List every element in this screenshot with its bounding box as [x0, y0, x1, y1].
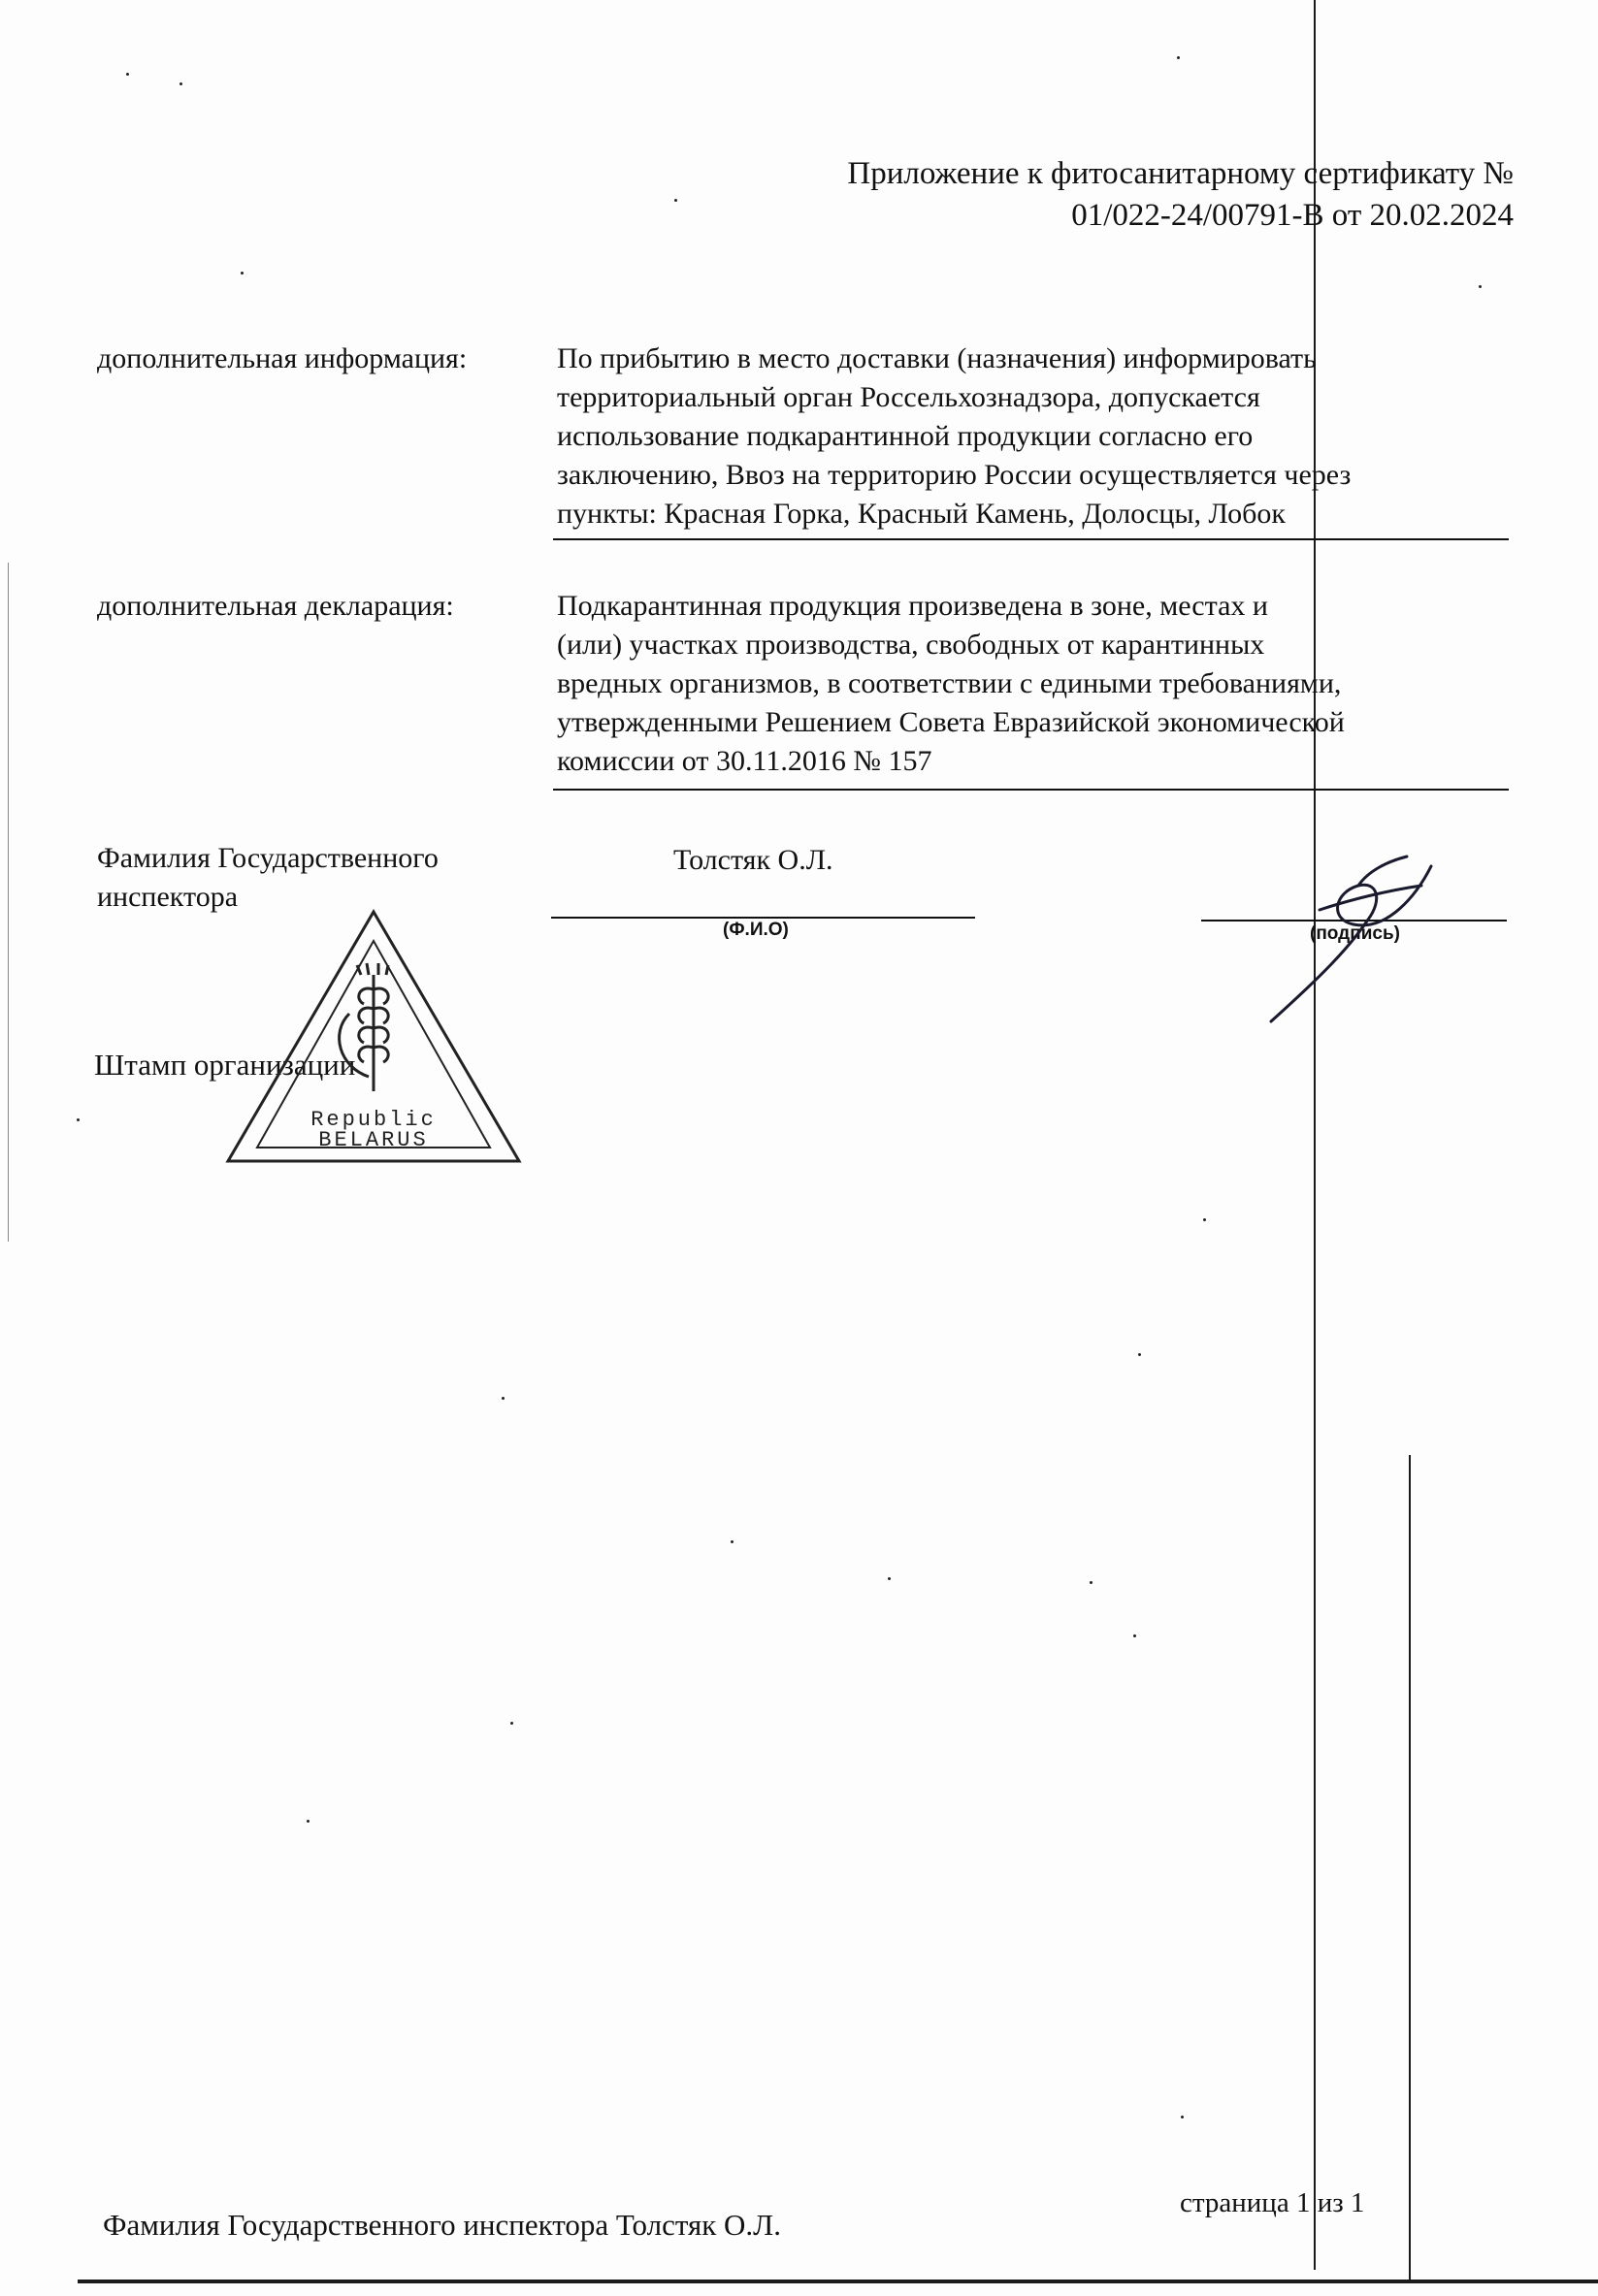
page-number: страница 1 из 1 [1180, 2187, 1365, 2218]
scan-speck [1138, 1353, 1141, 1356]
inspector-name-underline [551, 917, 975, 919]
stamp-text-line-2: BELARUS [318, 1128, 429, 1152]
handwritten-signature [1261, 842, 1455, 1036]
scan-speck [510, 1722, 513, 1725]
inspector-name: Толстяк О.Л. [673, 844, 833, 876]
footer-inspector: Фамилия Государственного инспектора Толстяк О.Л. [103, 2208, 781, 2242]
header-line-1: Приложение к фитосанитарному сертификату № [847, 156, 1514, 191]
stamp-label: Штамп организации [94, 1048, 356, 1082]
additional-declaration-line: Подкарантинная продукция произведена в зоне, местах и [557, 590, 1268, 622]
scan-speck [1090, 1581, 1093, 1584]
additional-info-line: пункты: Красная Горка, Красный Камень, Долосцы, Лобок [557, 498, 1286, 530]
additional-info-underline [553, 538, 1509, 540]
wheat-ear-icon [340, 963, 389, 1091]
additional-declaration-underline [553, 789, 1509, 791]
additional-info-line: По прибытию в место доставки (назначения) информировать [557, 342, 1317, 374]
scan-speck [179, 82, 182, 85]
additional-info-line: использование подкарантинной продукции согласно его [557, 420, 1254, 452]
scan-fold-line-lower [1409, 1455, 1411, 2280]
scan-bottom-edge [78, 2280, 1598, 2283]
additional-declaration-line: утвержденными Решением Совета Евразийской экономической [557, 706, 1345, 738]
scan-speck [502, 1397, 505, 1400]
scan-speck [888, 1577, 891, 1580]
scan-left-edge [8, 563, 9, 1242]
additional-info-label: дополнительная информация: [97, 342, 468, 374]
additional-info-line: заключению, Ввоз на территорию России осуществляется через [557, 459, 1352, 491]
signature-caption: (подпись) [1310, 923, 1400, 944]
additional-info-line: территориальный орган Россельхознадзора, допускается [557, 381, 1260, 413]
certificate-reference [847, 153, 1514, 237]
additional-declaration-line: (или) участках производства, свободных от карантинных [557, 629, 1265, 661]
organization-stamp [223, 907, 524, 1169]
stamp-text-line-1: Republic [310, 1108, 437, 1132]
inspector-label [97, 839, 439, 917]
scan-speck [1181, 2116, 1184, 2118]
scan-speck [126, 73, 129, 76]
inspector-label-line-1: Фамилия Государственного [97, 842, 439, 874]
inspector-name-caption: (Ф.И.О) [723, 920, 789, 940]
scan-speck [1203, 1218, 1206, 1221]
additional-declaration-line: комиссии от 30.11.2016 № 157 [557, 745, 932, 777]
additional-declaration-text [557, 587, 1513, 781]
additional-info-text [557, 340, 1513, 534]
scan-speck [1479, 285, 1482, 288]
scan-speck [1177, 56, 1180, 59]
scan-speck [1133, 1634, 1136, 1637]
scan-speck [241, 272, 244, 275]
inspector-label-line-2: инспектора [97, 881, 239, 913]
additional-declaration-line: вредных организмов, в соответствии с едиными требованиями, [557, 667, 1342, 699]
scan-speck [731, 1540, 734, 1543]
scan-speck [307, 1820, 310, 1823]
scan-speck [674, 199, 677, 202]
header-line-2: 01/022-24/00791-В от 20.02.2024 [1071, 198, 1514, 233]
scan-speck [77, 1118, 80, 1121]
additional-declaration-label: дополнительная декларация: [97, 590, 454, 622]
